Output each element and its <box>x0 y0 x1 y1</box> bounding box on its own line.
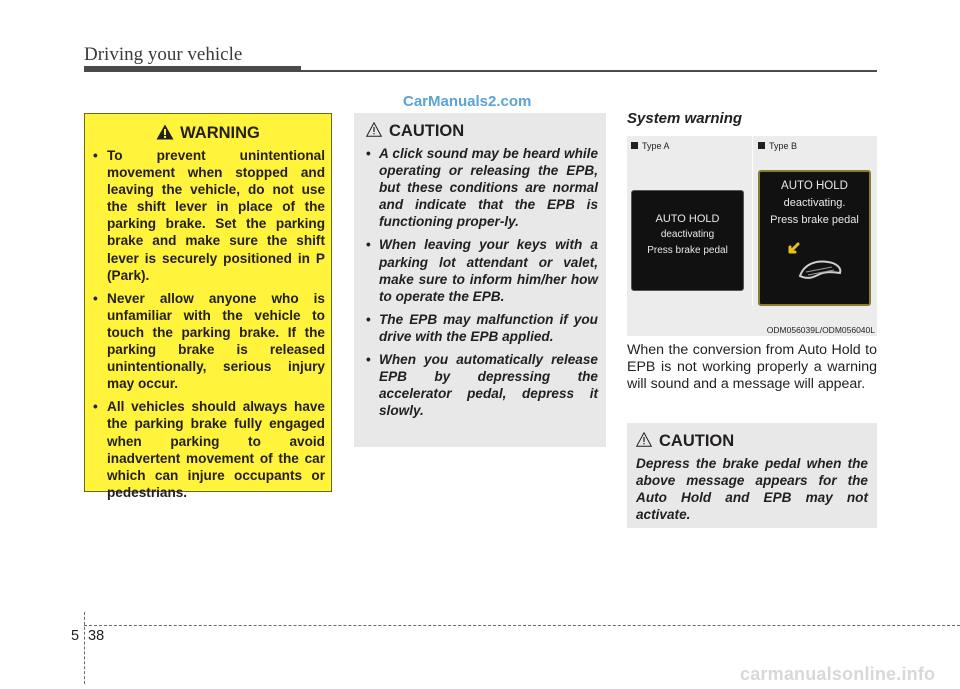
caution-box <box>354 113 606 447</box>
type-b-label: Type B <box>758 141 797 151</box>
warning-heading <box>85 124 331 143</box>
dashboard-figure <box>627 136 877 336</box>
caution-item: • The EPB may malfunction if you drive with the EPB applied. <box>366 311 598 345</box>
screen-a-line: Press brake pedal <box>647 245 728 256</box>
caution-icon <box>366 122 382 137</box>
screen-a-line: AUTO HOLD <box>655 213 720 225</box>
warning-list <box>93 147 325 507</box>
caution-item: • When leaving your keys with a parking lot attendant or valet, make sure to inform him/her how to operate the EPB. <box>366 236 598 304</box>
caution-heading <box>366 122 464 141</box>
warning-item: • To prevent unintentional movement when stopped and leaving the vehicle, do not use the shift lever in place of the parking brake. Set the parking brake and make sure the shift lever is securely positioned in P (Park). <box>93 147 325 284</box>
footer-divider <box>84 612 85 684</box>
brake-pedal-icon <box>786 238 846 288</box>
caution-heading <box>636 432 734 451</box>
page-header-title: Driving your vehicle <box>84 44 243 65</box>
screen-a-line: deactivating <box>660 229 715 240</box>
type-a-label: Type A <box>631 141 670 151</box>
caution-title: CAUTION <box>659 432 735 450</box>
cluster-screen-a <box>631 190 744 291</box>
screen-b-line: Press brake pedal <box>770 214 859 226</box>
warning-icon <box>156 124 174 140</box>
watermark-link[interactable]: CarManuals2.com <box>403 93 532 110</box>
square-bullet-icon <box>631 142 638 149</box>
caution-list <box>366 145 598 425</box>
warning-box <box>84 113 332 500</box>
page-number: 38 <box>88 628 105 644</box>
caution-item: • When you automatically release EPB by depressing the accelerator pedal, depress it slowly. <box>366 351 598 419</box>
header-bar <box>84 66 301 72</box>
caution-icon <box>636 432 652 447</box>
chapter-number: 5 <box>71 628 80 644</box>
screen-b-line: deactivating. <box>783 197 846 209</box>
figure-divider <box>752 136 753 306</box>
footer-watermark-link[interactable]: carmanualsonline.info <box>740 664 936 684</box>
caution-box <box>627 423 877 528</box>
caution-item: • A click sound may be heard while operating or releasing the EPB, but these conditions are normal and indicate that the EPB is functioning proper-ly. <box>366 145 598 230</box>
footer-rule <box>84 625 960 626</box>
warning-item: • All vehicles should always have the parking brake fully engaged when parking to avoid inadvertent movement of the car which can injure occupants or pedestrians. <box>93 398 325 501</box>
caution-text: Depress the brake pedal when the above message appears for the Auto Hold and EPB may not activate. <box>636 456 868 523</box>
warning-title: WARNING <box>180 124 260 142</box>
figure-code: ODM056039L/ODM056040L <box>766 325 875 335</box>
body-paragraph: When the conversion from Auto Hold to EPB is not working properly a warning will sound and a message will appear. <box>627 342 877 392</box>
screen-b-line: AUTO HOLD <box>781 180 848 192</box>
square-bullet-icon <box>758 142 765 149</box>
cluster-screen-b <box>758 170 871 306</box>
section-heading: System warning <box>627 110 743 127</box>
header-rule <box>301 70 877 72</box>
warning-item: • Never allow anyone who is unfamiliar with the vehicle to touch the parking brake. If the parking brake is released unintentionally, serious injury may occur. <box>93 290 325 393</box>
caution-title: CAUTION <box>389 122 465 140</box>
